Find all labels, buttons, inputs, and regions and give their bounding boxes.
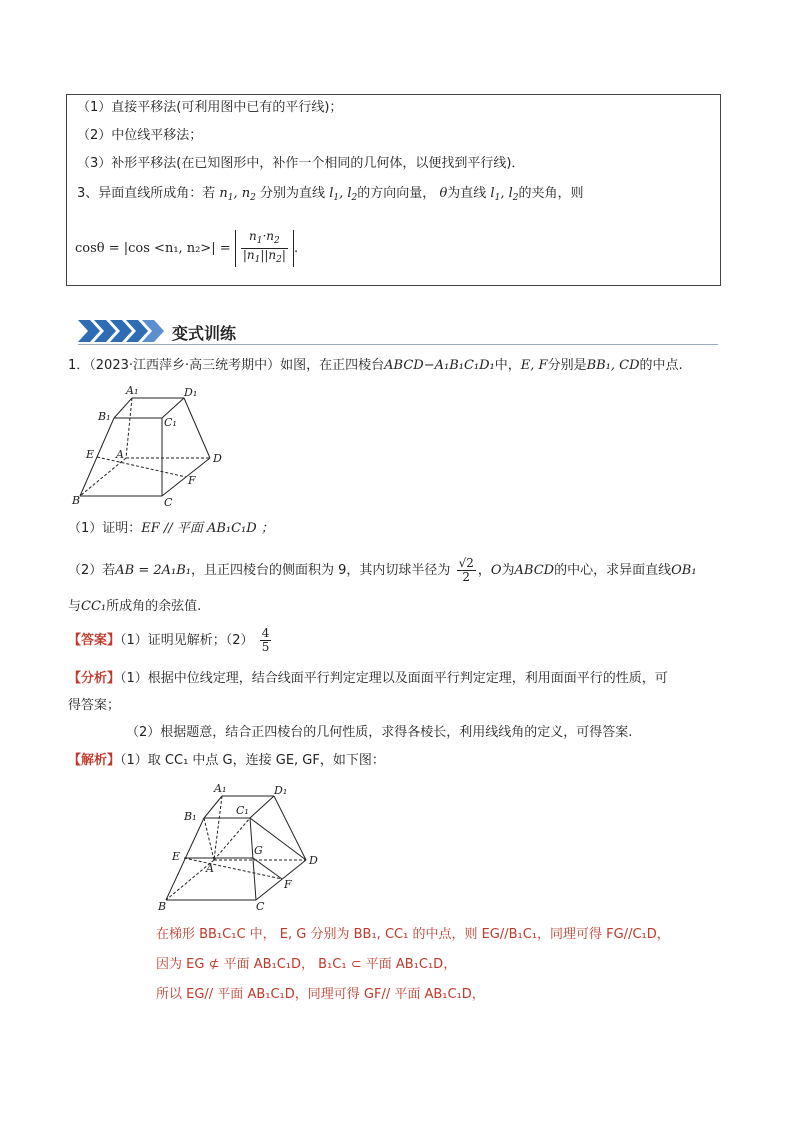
box-line-4-part: 3、异面直线所成角：若 [77, 186, 216, 201]
segments: BB₁, CD [586, 358, 640, 373]
chevron-arrows-icon [78, 320, 164, 342]
question-2-condition: AB = 2A₁B₁ [115, 563, 192, 578]
label: F [188, 474, 196, 487]
problem-text: 如图，在正四棱台 [280, 358, 385, 373]
lines-l1-l2: $l_1$, $l_2$ [329, 186, 358, 203]
label: D [213, 452, 222, 465]
theta: θ [439, 186, 448, 201]
method-box [66, 94, 721, 286]
cos-formula-fraction [235, 230, 294, 267]
analysis-line-2: 得答案； [68, 698, 121, 713]
answer-den: 5 [261, 640, 270, 654]
solution-line-1 [68, 752, 385, 770]
box-line-4-part: 分别为直线 [260, 186, 326, 201]
analysis-tag: 【分析】 [68, 671, 121, 686]
answer-fraction [260, 627, 272, 654]
label: A₁ [214, 782, 227, 795]
analysis-text: （1）根据中位线定理，结合线面平行判定定理以及面面平行判定定理，利用面面平行的性质，可 [120, 671, 668, 686]
question-1 [68, 520, 274, 538]
section-underline [78, 344, 718, 345]
question-2-cont [68, 598, 201, 616]
question-2-text: 的中心，求异面直线 [554, 563, 672, 578]
cos-den: $|n_1||n_2|$ [242, 248, 286, 265]
label: B₁ [98, 410, 111, 423]
base-name: ABCD [514, 563, 555, 578]
analysis-line-3: （2）根据题意，结合正四棱台的几何性质，求得各棱长，利用线线角的定义，可得答案. [126, 725, 633, 740]
solution-reason-1: 在梯形 BB₁C₁C 中， E, G 分别为 BB₁, CC₁ 的中点，则 EG//B₁C₁，同理可得 FG//C₁D， [156, 927, 670, 942]
box-line-1: （1）直接平移法(可利用图中已有的平行线)； [77, 100, 343, 115]
label: B [158, 900, 167, 913]
segment-ob1: OB₁ [671, 563, 697, 578]
cos-formula-left: cosθ = |cos <n₁, n₂>| = [75, 241, 231, 256]
label: D₁ [274, 784, 288, 797]
label: A [206, 862, 214, 875]
problem-text: 中， [494, 358, 521, 373]
label: C [164, 496, 173, 508]
question-1-label: （1）证明： [68, 521, 142, 536]
box-line-4-part: 为直线 [447, 186, 487, 201]
frustum-figure-1 [70, 384, 230, 508]
question-2-text: ， [477, 563, 491, 578]
answer-line [68, 624, 273, 658]
solution-tag: 【解析】 [68, 753, 121, 768]
question-1-statement: EF // 平面 AB₁C₁D ； [141, 521, 274, 536]
points-ef: E, F [520, 358, 548, 373]
solution-reason-2: 因为 EG ⊄ 平面 AB₁C₁D， B₁C₁ ⊂ 平面 AB₁C₁D， [156, 957, 457, 972]
frustum-figure-2 [156, 780, 326, 914]
box-line-4-part: 的夹角，则 [518, 186, 584, 201]
label: E [86, 448, 95, 461]
cos-formula [75, 225, 298, 273]
box-line-2: （2）中位线平移法； [77, 128, 203, 143]
box-line-4-part: 的方向向量， [357, 186, 436, 201]
answer-num: 4 [261, 626, 270, 640]
problem-number: 1． [68, 358, 90, 373]
question-2-text: ，且正四棱台的侧面积为 9，其内切球半径为 [191, 563, 451, 578]
question-2-label: （2）若 [68, 563, 116, 578]
radius-num: √2 [458, 556, 474, 570]
problem-text: 的中点. [639, 358, 683, 373]
solid-name: ABCD−A₁B₁C₁D₁ [384, 358, 495, 373]
vec-n1-n2: $n_1$, $n_2$ [219, 186, 256, 203]
radius-den: 2 [462, 570, 471, 584]
problem-source: （2023·江西萍乡·高三统考期中） [89, 358, 281, 373]
label: F [284, 878, 292, 891]
segment-cc1: CC₁ [81, 599, 107, 614]
label: E [172, 850, 181, 863]
label: C [256, 900, 265, 913]
label: B [72, 494, 81, 507]
cos-num: $n_1\cdot n_2$ [241, 230, 288, 249]
label: D₁ [184, 386, 198, 399]
label: D [309, 854, 318, 867]
problem-text: 分别是 [547, 358, 587, 373]
box-line-3: （3）补形平移法(在已知图形中，补作一个相同的几何体，以便找到平行线)． [77, 156, 525, 171]
section-title: 变式训练 [172, 324, 237, 343]
label: B₁ [184, 810, 197, 823]
lines-l1-l2: $l_1$, $l_2$ [490, 186, 519, 203]
analysis-line-1 [68, 670, 668, 688]
question-2 [68, 556, 697, 586]
question-2-text: 与 [68, 599, 82, 614]
question-2-text: 为 [501, 563, 515, 578]
box-line-4 [77, 185, 584, 207]
solution-text: （1）取 CC₁ 中点 G，连接 GE, GF，如下图： [120, 753, 385, 768]
cos-formula-end: . [293, 241, 299, 256]
point-o: O [490, 563, 502, 578]
label: A [116, 448, 124, 461]
answer-text: （1）证明见解析；（2） [120, 633, 254, 648]
label: C₁ [236, 804, 249, 817]
label: G [254, 844, 263, 857]
label: A₁ [126, 384, 139, 397]
question-2-text: 所成角的余弦值. [106, 599, 202, 614]
label: C₁ [164, 416, 177, 429]
answer-tag: 【答案】 [68, 633, 121, 648]
solution-reason-3: 所以 EG// 平面 AB₁C₁D，同理可得 GF// 平面 AB₁C₁D， [156, 987, 485, 1002]
problem-stem [68, 357, 683, 375]
radius-fraction [457, 557, 476, 584]
